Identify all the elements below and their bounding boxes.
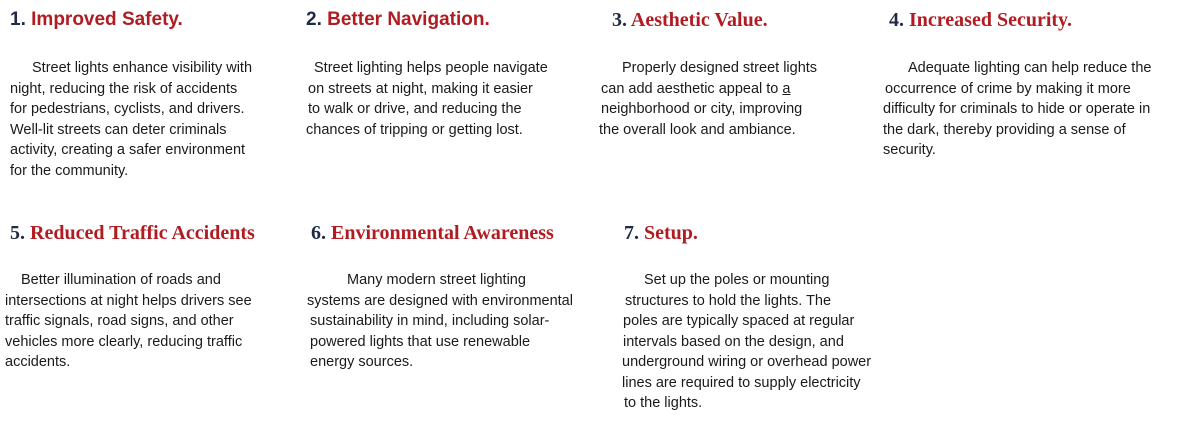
text-line: the overall look and ambiance. xyxy=(599,121,796,138)
text-line: security. xyxy=(883,142,936,158)
heading-title: Improved Safety. xyxy=(31,9,183,30)
heading-improved-safety xyxy=(10,8,183,32)
text-line: accidents. xyxy=(5,354,71,370)
text-line: systems are designed with environmental xyxy=(307,292,573,309)
text-line: intervals based on the design, and xyxy=(623,333,844,350)
heading-aesthetic-value xyxy=(612,8,768,32)
heading-number: 3. xyxy=(612,9,627,31)
text-line: Well-lit streets can deter criminals xyxy=(10,121,227,138)
heading-number: 6. xyxy=(311,222,326,244)
paragraph-better-navigation xyxy=(306,58,548,140)
paragraph-increased-security xyxy=(883,58,1151,161)
text-line: Street lights enhance visibility with xyxy=(32,60,253,76)
text-line: on streets at night, making it easier xyxy=(308,80,533,97)
text-line: Adequate lighting can help reduce the xyxy=(908,60,1152,76)
heading-title: Reduced Traffic Accidents xyxy=(30,222,255,244)
text-fragment: can add aesthetic appeal to xyxy=(601,80,779,97)
text-line: vehicles more clearly, reducing traffic xyxy=(5,333,243,350)
text-line: poles are typically spaced at regular xyxy=(623,313,855,329)
paragraph-reduced-traffic-accidents xyxy=(5,270,252,373)
paragraph-setup xyxy=(622,270,871,414)
text-line: neighborhood or city, improving xyxy=(601,101,803,117)
heading-title: Increased Security. xyxy=(909,9,1072,31)
heading-number: 5. xyxy=(10,222,25,244)
text-line: Street lighting helps people navigate xyxy=(314,60,548,76)
heading-title: Better Navigation. xyxy=(327,9,490,30)
text-line: for the community. xyxy=(10,162,129,179)
text-line: night, reducing the risk of accidents xyxy=(10,80,238,97)
heading-number: 1. xyxy=(10,9,26,30)
text-line xyxy=(599,79,817,100)
text-line: to walk or drive, and reducing the xyxy=(308,101,522,117)
heading-number: 7. xyxy=(624,222,639,244)
text-line: for pedestrians, cyclists, and drivers. xyxy=(10,101,245,117)
heading-setup xyxy=(624,221,698,245)
text-line: powered lights that use renewable xyxy=(310,333,531,350)
text-line: underground wiring or overhead power xyxy=(622,354,872,370)
heading-title: Setup. xyxy=(644,222,698,244)
text-line: lines are required to supply electricity xyxy=(622,374,861,391)
heading-number: 4. xyxy=(889,9,904,31)
text-line: the dark, thereby providing a sense of xyxy=(883,121,1126,138)
text-line: to the lights. xyxy=(624,395,703,411)
paragraph-aesthetic-value xyxy=(599,58,817,140)
heading-title: Aesthetic Value. xyxy=(630,9,768,31)
text-line: activity, creating a safer environment xyxy=(10,142,246,158)
paragraph-environmental-awareness xyxy=(307,270,573,373)
text-line: sustainability in mind, including solar- xyxy=(310,313,550,329)
text-line: Many modern street lighting xyxy=(347,272,526,288)
text-line: difficulty for criminals to hide or operate in xyxy=(883,101,1151,117)
underlined-word: a xyxy=(782,80,791,97)
text-line: energy sources. xyxy=(310,354,414,370)
text-line: chances of tripping or getting lost. xyxy=(306,121,523,138)
text-line: traffic signals, road signs, and other xyxy=(5,313,234,329)
heading-number: 2. xyxy=(306,9,322,30)
text-line: Set up the poles or mounting xyxy=(644,272,830,288)
text-line: Properly designed street lights xyxy=(622,60,818,76)
text-line: intersections at night helps drivers see xyxy=(5,292,252,309)
heading-reduced-traffic-accidents xyxy=(10,221,255,245)
text-line: structures to hold the lights. The xyxy=(625,292,832,309)
paragraph-improved-safety xyxy=(10,58,252,181)
heading-better-navigation xyxy=(306,8,490,32)
heading-title: Environmental Awareness xyxy=(331,222,554,244)
heading-increased-security xyxy=(889,8,1072,32)
text-line: Better illumination of roads and xyxy=(21,272,221,288)
text-line: occurrence of crime by making it more xyxy=(885,80,1131,97)
heading-environmental-awareness xyxy=(311,221,554,245)
